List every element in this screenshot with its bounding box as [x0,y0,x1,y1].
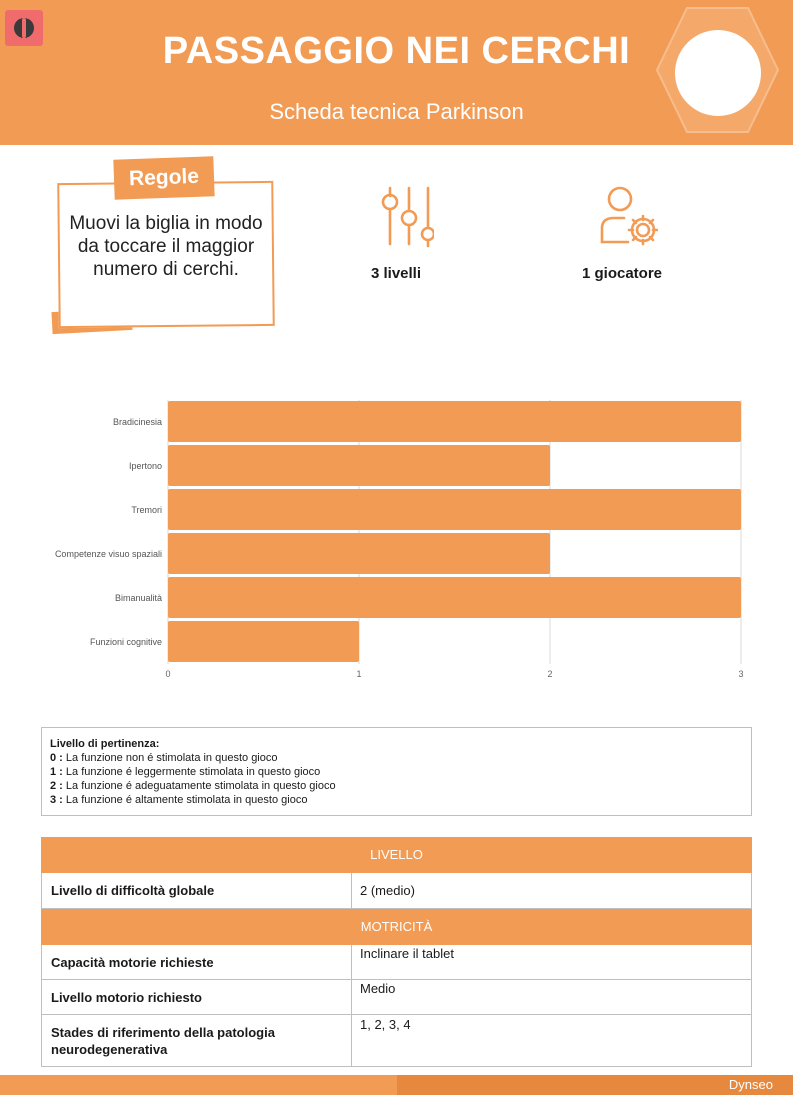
x-tick-label: 1 [356,669,362,679]
bar [168,489,741,530]
rules-card [58,164,274,327]
y-category-label: Tremori [131,505,162,515]
sliders-icon [364,184,434,250]
y-category-label: Competenze visuo spaziali [54,549,162,559]
page-footer [0,1075,793,1095]
x-tick-label: 2 [547,669,553,679]
table-row [41,873,752,909]
table-row [41,945,752,980]
difficulty-value: 2 (medio) [360,883,415,898]
motor-skills-value: Inclinare il tablet [360,946,454,961]
motor-level-label: Livello motorio richiesto [42,980,352,1014]
header-circle [675,30,761,116]
motor-skills-label: Capacità motorie richieste [42,945,352,979]
rules-tab: Regole [113,156,214,199]
y-category-label: Bradicinesia [112,417,162,427]
levels-stat [345,184,447,282]
legend-item: 1 : La funzione é leggermente stimolata in questo gioco [50,766,321,778]
table-row [41,980,752,1015]
bar [168,401,741,442]
legend-item: 0 : La funzione non é stimolata in questo gioco [50,752,278,764]
page-subtitle: Scheda tecnica Parkinson [269,99,524,124]
relevance-legend [41,727,752,816]
motor-level-value: Medio [360,981,396,996]
stages-value: 1, 2, 3, 4 [360,1017,411,1032]
players-stat [566,184,678,282]
difficulty-label: Livello di difficoltà globale [42,873,352,908]
rules-text: Muovi la biglia in modo da toccare il maggior numero di cerchi. [69,213,263,280]
y-category-label: Bimanualità [114,593,162,603]
y-category-label: Funzioni cognitive [89,637,162,647]
levels-label: 3 livelli [370,265,422,282]
bar [168,621,359,662]
x-tick-label: 0 [165,669,171,679]
section-header-livello: LIVELLO [41,837,752,873]
table-row [41,1015,752,1067]
page-title: PASSAGGIO NEI CERCHI [162,30,631,72]
legend-title: Livello di pertinenza: [50,738,160,750]
section-header-motricita: MOTRICITÀ [41,909,752,945]
relevance-bar-chart [0,390,793,685]
y-category-label: Ipertono [128,461,162,471]
legend-item: 3 : La funzione é altamente stimolata in questo gioco [50,794,308,806]
bar [168,577,741,618]
players-label: 1 giocatore [581,265,663,282]
stages-label: Stades di riferimento della patologia neurodegenerativa [42,1015,352,1066]
legend-item: 2 : La funzione é adeguatamente stimolata in questo gioco [50,780,336,792]
info-table [41,837,752,1067]
user-gear-icon [586,184,658,250]
x-tick-label: 3 [738,669,744,679]
bar [168,533,550,574]
footer-brand: Dynseo [728,1077,773,1092]
page-header [0,0,793,145]
bar [168,445,550,486]
